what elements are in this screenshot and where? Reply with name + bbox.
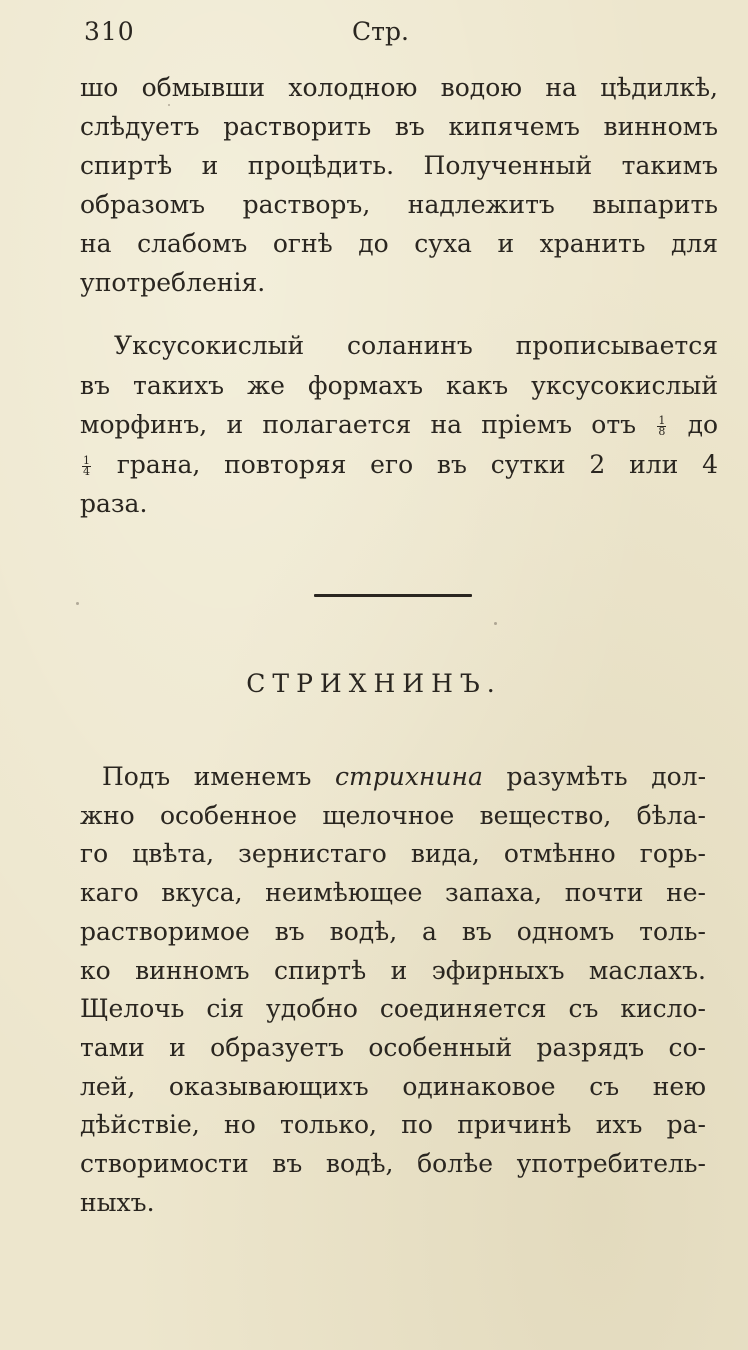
running-head: Стр. bbox=[352, 17, 409, 46]
paper-speck bbox=[168, 104, 170, 106]
line-text: до bbox=[687, 410, 719, 439]
paragraph-strychnine bbox=[80, 758, 706, 1222]
paper-speck bbox=[76, 602, 79, 605]
paragraph-solanine-dosage bbox=[80, 326, 718, 524]
text-line: Щелочь сія удобно соединяется съ кисло- bbox=[80, 994, 706, 1024]
fraction-denominator: 4 bbox=[83, 464, 90, 478]
text-line: употребленія. bbox=[80, 268, 266, 297]
text-line: шо обмывши холодною водою на цѣдилкѣ, bbox=[80, 73, 718, 102]
text-line: ко винномъ спиртѣ и эфирныхъ маслахъ. bbox=[80, 955, 706, 985]
section-title: СТРИХНИНЪ. bbox=[246, 669, 502, 698]
page-header bbox=[0, 12, 748, 52]
text-line: спиртѣ и процѣдить. Полученный такимъ bbox=[80, 151, 718, 180]
fraction-numerator: 1 bbox=[83, 453, 90, 467]
text-line: Уксусокислый соланинъ прописывается bbox=[114, 331, 718, 360]
line-text: грана, повторяя его въ сутки 2 или 4 bbox=[116, 449, 718, 479]
text-line: лей, оказывающихъ одинаковое съ нею bbox=[80, 1071, 706, 1101]
text-line-with-fraction bbox=[80, 405, 718, 445]
line-text: разумѣть дол- bbox=[506, 762, 707, 791]
text-line: слѣдуетъ растворить въ кипячемъ винномъ bbox=[80, 112, 718, 141]
page-number: 310 bbox=[84, 17, 135, 46]
text-line: створимости въ водѣ, болѣе употребитель- bbox=[80, 1149, 706, 1179]
text-line: ныхъ. bbox=[80, 1187, 155, 1217]
text-line: го цвѣта, зернистаго вида, отмѣнно горь- bbox=[80, 839, 706, 869]
text-line: образомъ растворъ, надлежитъ выпарить bbox=[80, 190, 718, 219]
paper-speck bbox=[494, 622, 497, 625]
text-line: растворимое въ водѣ, а въ одномъ толь- bbox=[80, 916, 706, 946]
fraction-one-quarter bbox=[82, 453, 91, 478]
text-line: дѣйствіе, но только, по причинѣ ихъ ра- bbox=[80, 1110, 706, 1140]
line-text: морфинъ, и полагается на пріемъ отъ bbox=[80, 410, 637, 439]
fraction-denominator: 8 bbox=[658, 425, 666, 438]
fraction-one-eighth bbox=[657, 416, 666, 437]
line-text: Подъ именемъ bbox=[102, 762, 312, 791]
section-divider bbox=[314, 594, 472, 597]
text-line: тами и образуетъ особенный разрядъ со- bbox=[80, 1032, 706, 1062]
text-line: жно особенное щелочное вещество, бѣла- bbox=[80, 800, 706, 830]
text-line-with-fraction bbox=[80, 445, 718, 485]
text-line: въ такихъ же формахъ какъ уксусокислый bbox=[80, 370, 718, 400]
text-line-with-term bbox=[80, 758, 706, 797]
fraction-numerator: 1 bbox=[658, 414, 666, 427]
italic-term: стрихнина bbox=[335, 762, 483, 791]
text-line: каго вкуса, неимѣющее запаха, почти не- bbox=[80, 878, 706, 908]
text-line: на слабомъ огнѣ до суха и хранить для bbox=[80, 229, 718, 258]
text-line: раза. bbox=[80, 489, 148, 518]
paragraph-preparation bbox=[80, 68, 718, 302]
